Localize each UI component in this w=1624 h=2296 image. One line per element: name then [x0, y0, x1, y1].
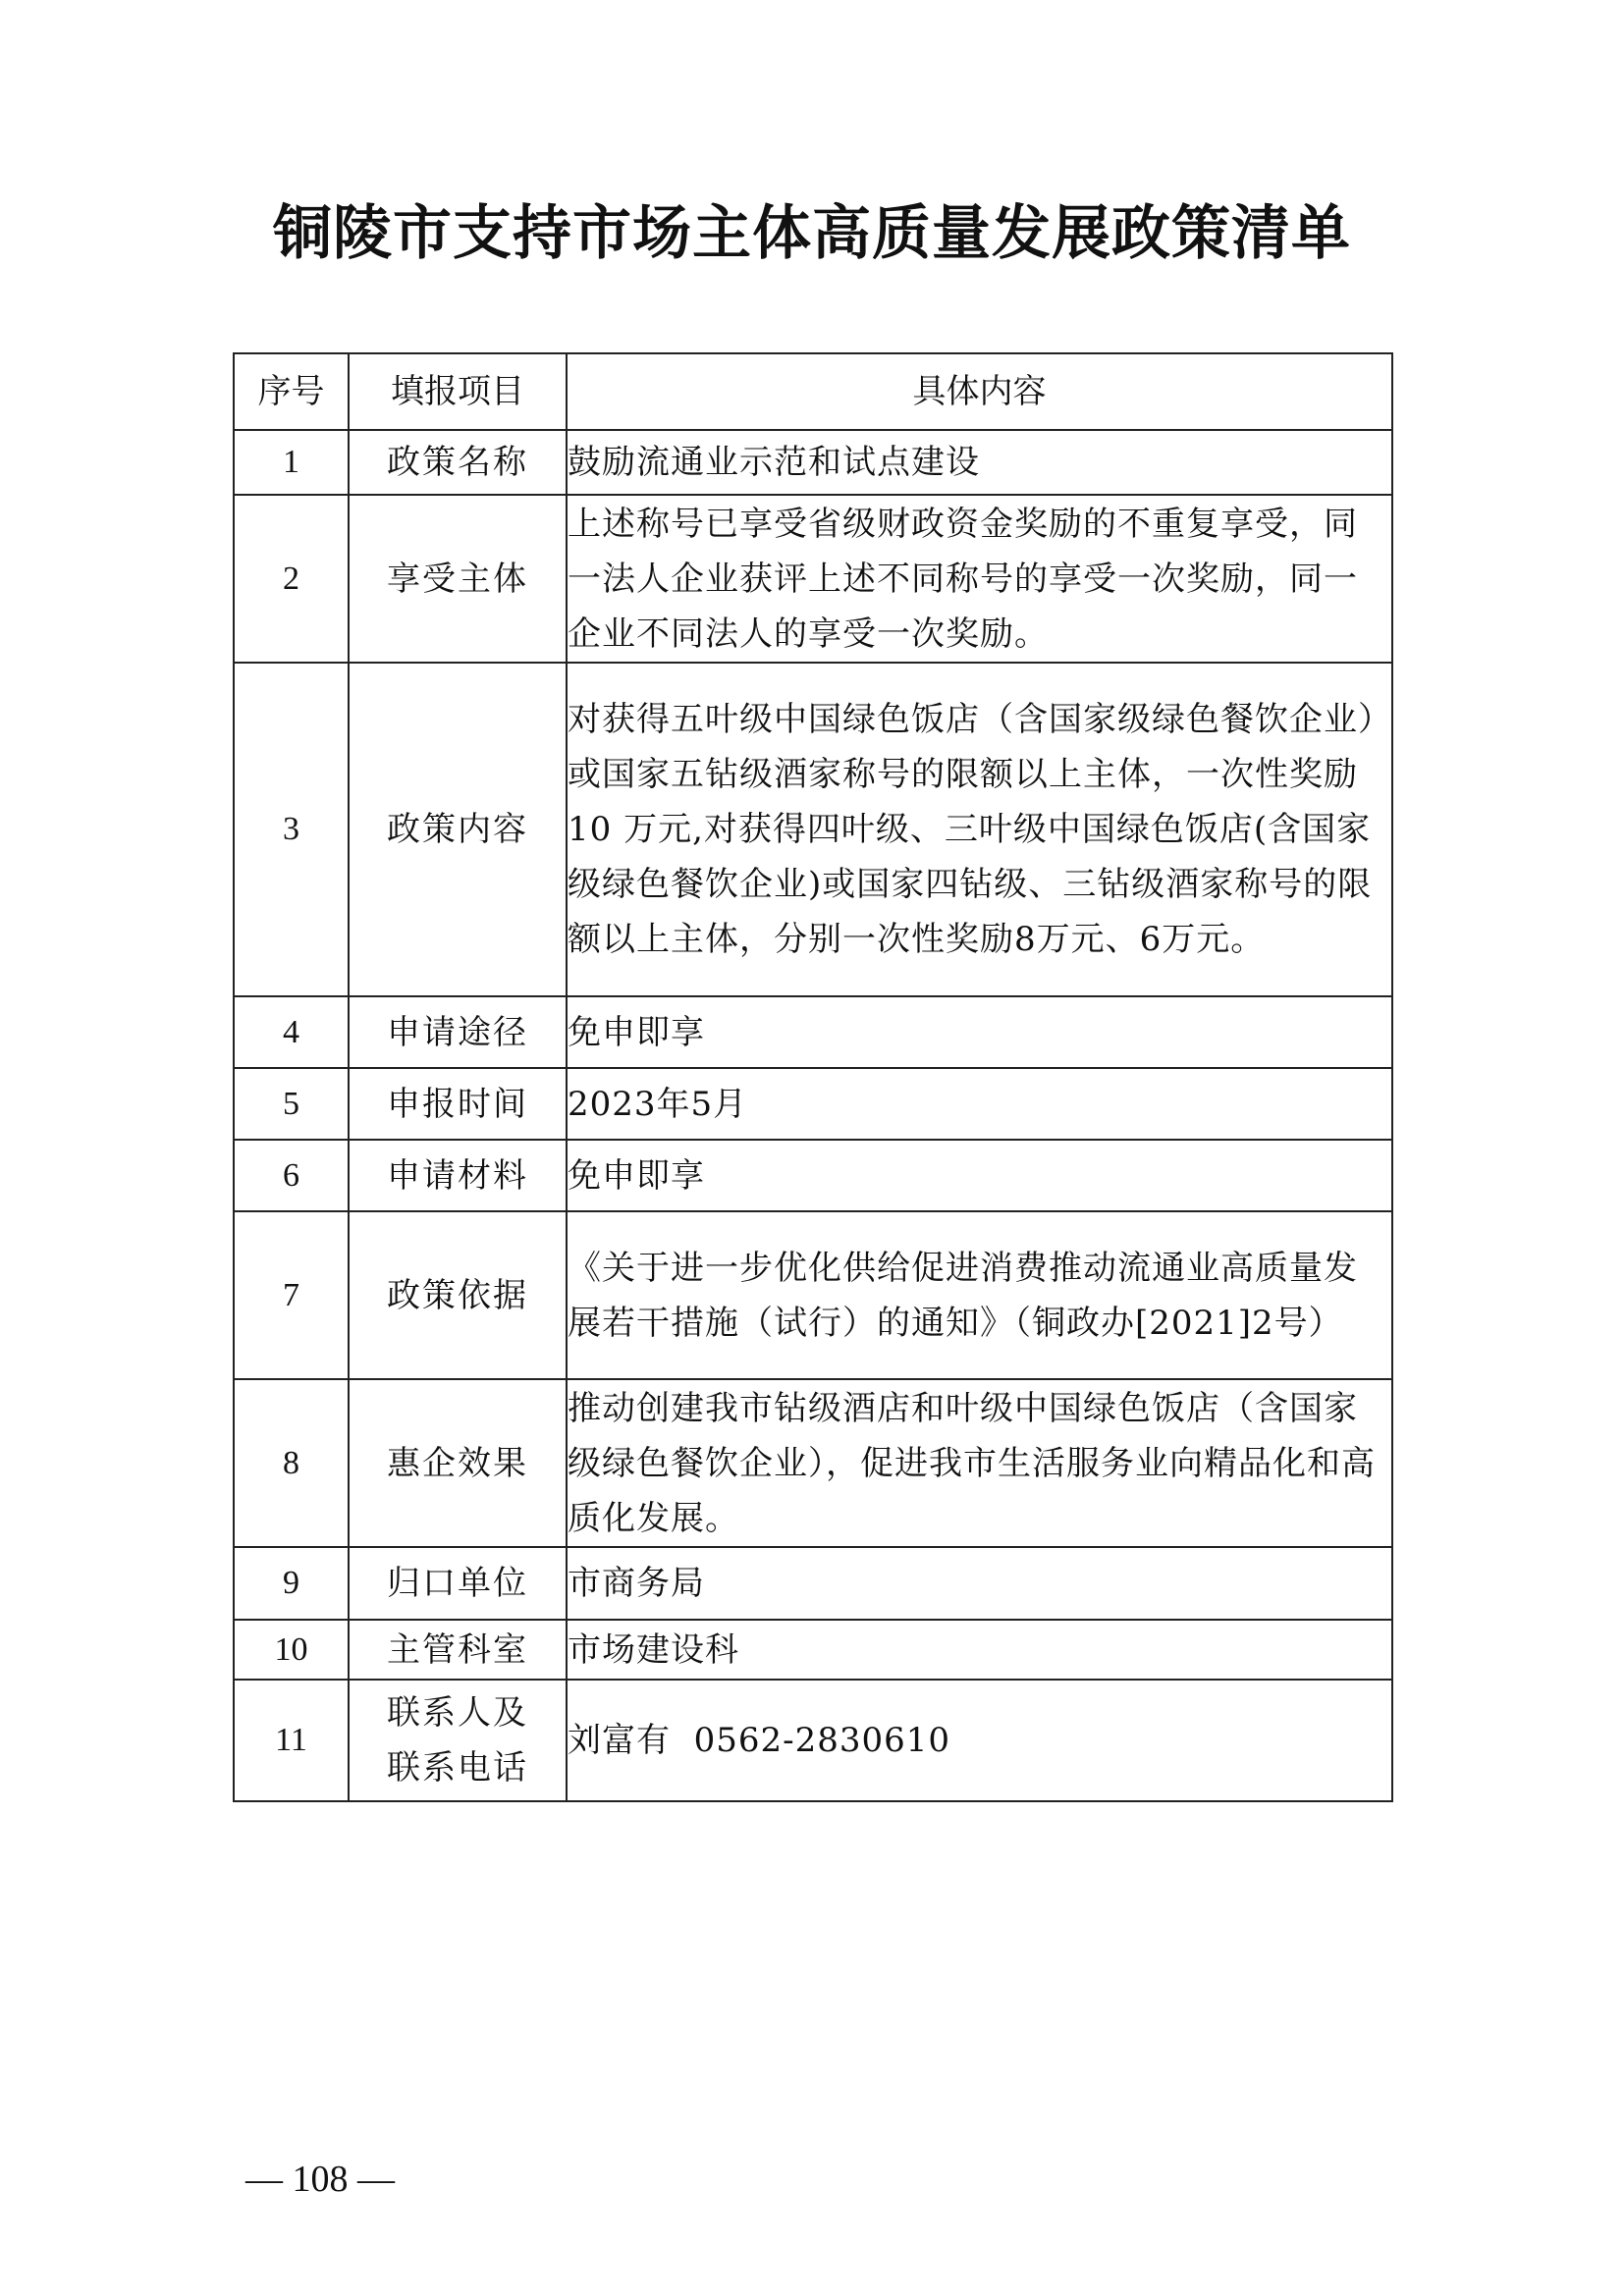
row-content: 2023年5月: [567, 1068, 1392, 1140]
table-row: [234, 1547, 1392, 1620]
row-content: 对获得五叶级中国绿色饭店（含国家级绿色餐饮企业）或国家五钻级酒家称号的限额以上主体，一次性奖励10 万元,对获得四叶级、三叶级中国绿色饭店(含国家级绿色餐饮企业)或国家四钻级、三钻级酒家称号的限额以上主体，分别一次性奖励8万元、6万元。: [567, 663, 1392, 996]
table-row: [234, 996, 1392, 1068]
row-number: 7: [234, 1211, 349, 1379]
row-item: 主管科室: [349, 1620, 567, 1680]
policy-table: [233, 352, 1393, 1802]
row-item: 享受主体: [349, 495, 567, 663]
row-item: 申请途径: [349, 996, 567, 1068]
row-number: 4: [234, 996, 349, 1068]
table-row: [234, 1620, 1392, 1680]
row-number: 10: [234, 1620, 349, 1680]
table-row: [234, 1680, 1392, 1801]
table-row: [234, 1211, 1392, 1379]
table-row: [234, 1140, 1392, 1211]
row-number: 1: [234, 430, 349, 495]
row-item: 政策名称: [349, 430, 567, 495]
table-row: [234, 1068, 1392, 1140]
row-content: 上述称号已享受省级财政资金奖励的不重复享受，同一法人企业获评上述不同称号的享受一次奖励，同一企业不同法人的享受一次奖励。: [567, 495, 1392, 663]
row-content: 鼓励流通业示范和试点建设: [567, 430, 1392, 495]
row-item: 申报时间: [349, 1068, 567, 1140]
row-item: 政策内容: [349, 663, 567, 996]
row-number: 3: [234, 663, 349, 996]
row-item: 申请材料: [349, 1140, 567, 1211]
row-number: 9: [234, 1547, 349, 1620]
row-number: 11: [234, 1680, 349, 1801]
row-number: 6: [234, 1140, 349, 1211]
row-item: 联系人及联系电话: [349, 1680, 567, 1801]
header-item: 填报项目: [349, 353, 567, 430]
table-row: [234, 663, 1392, 996]
row-number: 2: [234, 495, 349, 663]
row-content: 刘富有 0562-2830610: [567, 1680, 1392, 1801]
row-content: 市商务局: [567, 1547, 1392, 1620]
page-title: 铜陵市支持市场主体高质量发展政策清单: [273, 199, 1351, 268]
row-number: 8: [234, 1379, 349, 1547]
row-item: 惠企效果: [349, 1379, 567, 1547]
header-serial: 序号: [234, 353, 349, 430]
table-row: [234, 430, 1392, 495]
row-content: 免申即享: [567, 996, 1392, 1068]
row-content: 市场建设科: [567, 1620, 1392, 1680]
row-item: 政策依据: [349, 1211, 567, 1379]
row-content: 推动创建我市钻级酒店和叶级中国绿色饭店（含国家级绿色餐饮企业），促进我市生活服务业向精品化和高质化发展。: [567, 1379, 1392, 1547]
table-row: [234, 1379, 1392, 1547]
table-row: [234, 495, 1392, 663]
row-number: 5: [234, 1068, 349, 1140]
row-item: 归口单位: [349, 1547, 567, 1620]
row-content: 免申即享: [567, 1140, 1392, 1211]
table-header-row: [234, 353, 1392, 430]
header-content: 具体内容: [567, 353, 1392, 430]
page-number: — 108 —: [245, 2159, 395, 2200]
row-content: 《关于进一步优化供给促进消费推动流通业高质量发展若干措施（试行）的通知》（铜政办[2021]2号）: [567, 1211, 1392, 1379]
